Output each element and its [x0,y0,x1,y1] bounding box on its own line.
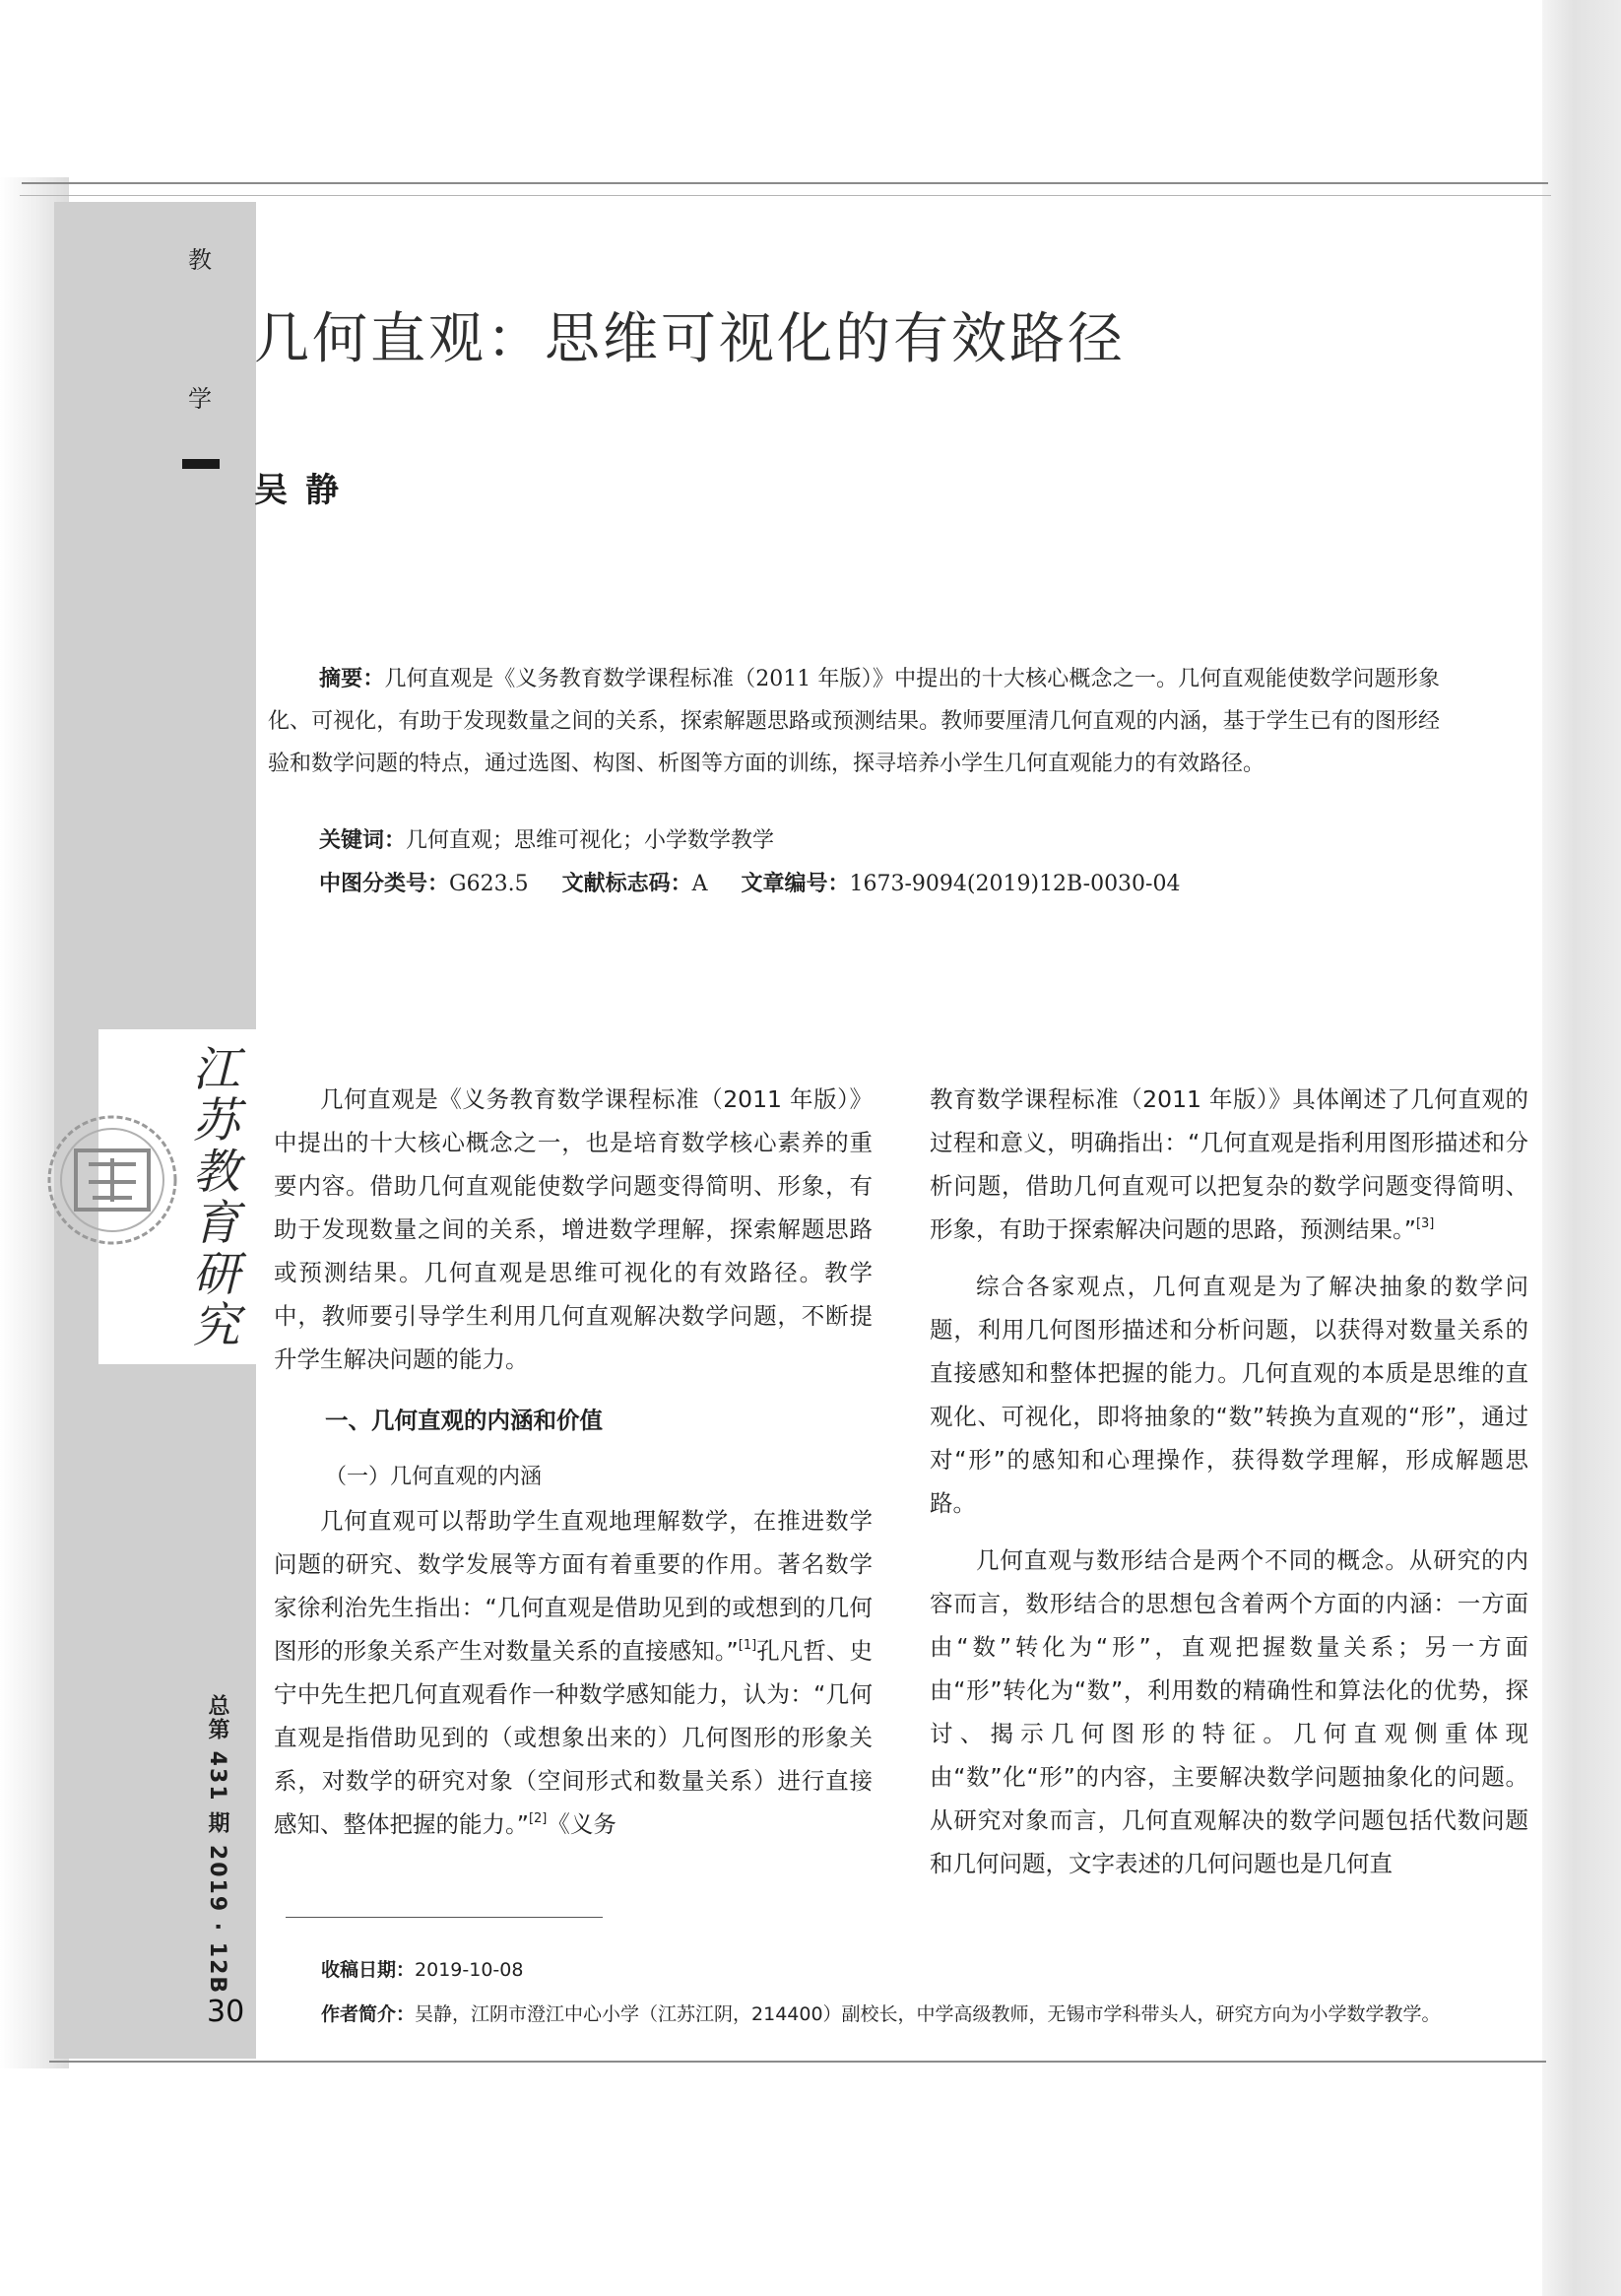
article-author: 吴静 [254,471,357,510]
doc-code-label: 文献标志码： [561,872,692,896]
citation-1: [1] [738,1638,757,1653]
clc-value: G623.5 [449,872,529,896]
article-no-label: 文章编号： [741,872,850,896]
page-number: 30 [207,1995,245,2029]
article-title: 几何直观：思维可视化的有效路径 [254,307,1126,371]
journal-logo: 江苏教育研究 [184,1044,239,1351]
keywords-label: 关键词： [319,828,407,853]
definition-text-b: 孔凡哲、史宁中先生把几何直观看作一种数学感知能力，认为：“几何直观是指借助见到的（或想象出来的）几何图形的形象关系，对数学的研究对象（空间形式和数量关系）进行直接感知、整体把握的能力。” [274,1637,874,1838]
header-rule-secondary [20,195,1551,196]
section-char-1: 教 [188,246,212,274]
footer-rule [49,2061,1546,2063]
keywords-text: 几何直观；思维可视化；小学数学教学 [406,828,775,853]
continued-text: 教育数学课程标准（2011 年版）》具体阐述了几何直观的过程和意义，明确指出：“几何直观是指利用图形描述和分析问题，借助几何直观可以把复杂的数学问题变得简明、形象，有助于探索解决问题的思路，预测结果。” [930,1085,1528,1243]
received-label: 收稿日期： [321,1959,416,1981]
author-bio-label: 作者简介： [321,2003,416,2025]
comparison-paragraph: 几何直观与数形结合是两个不同的概念。从研究的内容而言，数形结合的思想包含着两个方面的内涵：一方面由“数”转化为“形”，直观把握数量关系；另一方面由“形”转化为“数”，利用数的精确性和算法化的优势，探讨、揭示几何图形的特征。几何直观侧重体现由“数”化“形”的内容，主要解决数学问题抽象化的问题。从研究对象而言，几何直观解决的数学问题包括代数问题和几何问题，文字表述的几何问题也是几何直 [930,1546,1528,1877]
footnote-rule [286,1917,603,1918]
right-page-edge [1542,0,1621,2296]
definition-text-c: 《义务 [547,1810,616,1838]
classification-line [319,867,1180,897]
definition-text-a: 几何直观可以帮助学生直观地理解数学，在推进数学问题的研究、数学发展等方面有着重要的作用。著名数学家徐利治先生指出：“几何直观是借助见到的或想到的几何图形的形象关系产生对数量关系的直接感知。” [274,1507,873,1665]
section-heading-1: 一、几何直观的内涵和价值 [325,1407,603,1434]
keywords-line [319,823,774,854]
section-marker [182,459,220,469]
received-value: 2019-10-08 [415,1959,524,1981]
author-bio-value: 吴静，江阴市澄江中心小学（江苏江阴，214400）副校长，中学高级教师，无锡市学科带头人，研究方向为小学数学教学。 [415,2003,1441,2025]
issue-label: 总第 431 期 2019 · 12B [205,1694,229,1996]
article-no-value: 1673-9094(2019)12B-0030-04 [849,872,1181,896]
author-bio-note [321,2000,1441,2026]
subsection-heading-1-1: （一）几何直观的内涵 [325,1465,543,1489]
citation-2: [2] [528,1811,548,1826]
seal-icon [32,1103,184,1256]
abstract-label: 摘要： [319,667,385,691]
synthesis-paragraph: 综合各家观点，几何直观是为了解决抽象的数学问题，利用几何图形描述和分析问题，以获得对数量关系的直接感知和整体把握的能力。几何直观的本质是思维的直观化、可视化，即将抽象的“数”转换为直观的“形”，通过对“形”的感知和心理操作，获得数学理解，形成解题思路。 [930,1273,1528,1517]
abstract-text: 几何直观是《义务教育数学课程标准（2011 年版）》中提出的十大核心概念之一。几何直观能使数学问题形象化、可视化，有助于发现数量之间的关系，探索解题思路或预测结果。教师要厘清几何直观的内涵，基于学生已有的图形经验和数学问题的特点，通过选图、构图、析图等方面的训练，探寻培养小学生几何直观能力的有效路径。 [268,667,1440,776]
section-char-2: 学 [188,385,212,413]
header-rule [22,182,1548,184]
continued-paragraph [930,1078,1528,1251]
citation-3: [3] [1415,1216,1435,1231]
definition-paragraph [274,1499,873,1846]
doc-code-value: A [691,872,708,896]
received-date-note [321,1955,523,1982]
clc-label: 中图分类号： [319,872,450,896]
body-column-right [930,1078,1528,1885]
body-column-left [274,1078,873,1846]
abstract [268,658,1440,785]
intro-paragraph: 几何直观是《义务教育数学课程标准（2011 年版）》中提出的十大核心概念之一，也是培育数学核心素养的重要内容。借助几何直观能使数学问题变得简明、形象，有助于发现数量之间的关系，增进数学理解，探索解题思路或预测结果。几何直观是思维可视化的有效路径。教学中，教师要引导学生利用几何直观解决数学问题，不断提升学生解决问题的能力。 [274,1085,873,1373]
